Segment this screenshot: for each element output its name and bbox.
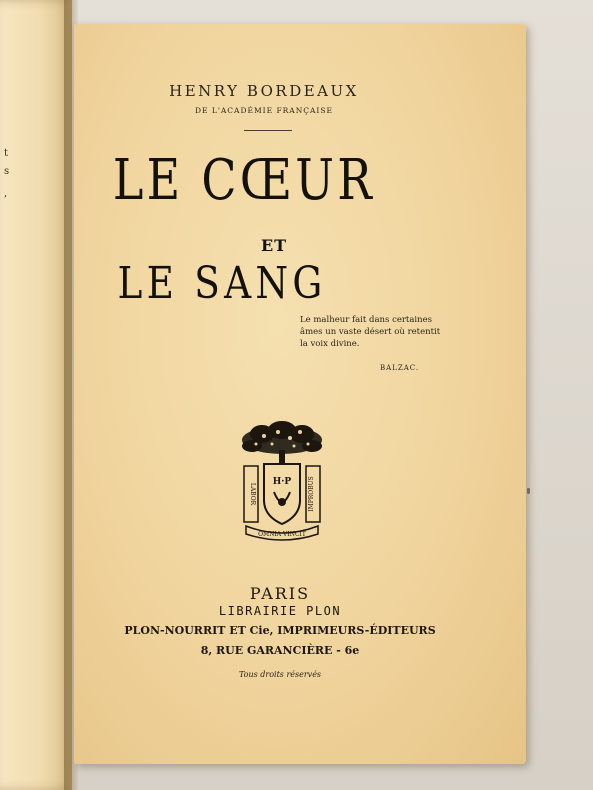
- emblem-motto-bottom: OMNIA VINCIT: [258, 531, 306, 538]
- printer-mark-tree-emblem: [234, 420, 330, 542]
- left-page: [0, 0, 72, 790]
- epigraph-author: BALZAC.: [380, 364, 420, 372]
- emblem-motto-left: LABOR: [249, 482, 256, 506]
- printers-line: PLON-NOURRIT ET Cie, IMPRIMEURS-ÉDITEURS: [124, 624, 436, 637]
- author-affiliation: DE L'ACADÉMIE FRANÇAISE: [194, 106, 334, 115]
- book-title-line1: LE CŒUR: [112, 148, 376, 213]
- author-name: HENRY BORDEAUX: [169, 82, 359, 100]
- emblem-motto-right: IMPROBUS: [308, 476, 315, 512]
- left-page-mark: s: [4, 166, 10, 177]
- emblem-monogram: H·P: [272, 477, 292, 487]
- publisher-address: 8, RUE GARANCIÈRE - 6e: [200, 644, 360, 657]
- book-title-line2: LE SANG: [117, 258, 327, 309]
- book-title-conjunction: ET: [260, 236, 288, 255]
- left-page-mark: ,: [4, 188, 8, 199]
- publisher-name: LIBRAIRIE PLON: [218, 604, 342, 618]
- publication-place: PARIS: [249, 584, 311, 603]
- paper-speck: [527, 488, 530, 494]
- epigraph-text: Le malheur fait dans certaines âmes un vaste désert où retentit la voix divine.: [300, 315, 441, 349]
- title-page-content: [74, 24, 526, 764]
- left-page-mark: t: [4, 148, 9, 159]
- divider-rule: [244, 130, 292, 131]
- rights-notice: Tous droits réservés: [238, 670, 322, 679]
- title-page: [74, 24, 526, 764]
